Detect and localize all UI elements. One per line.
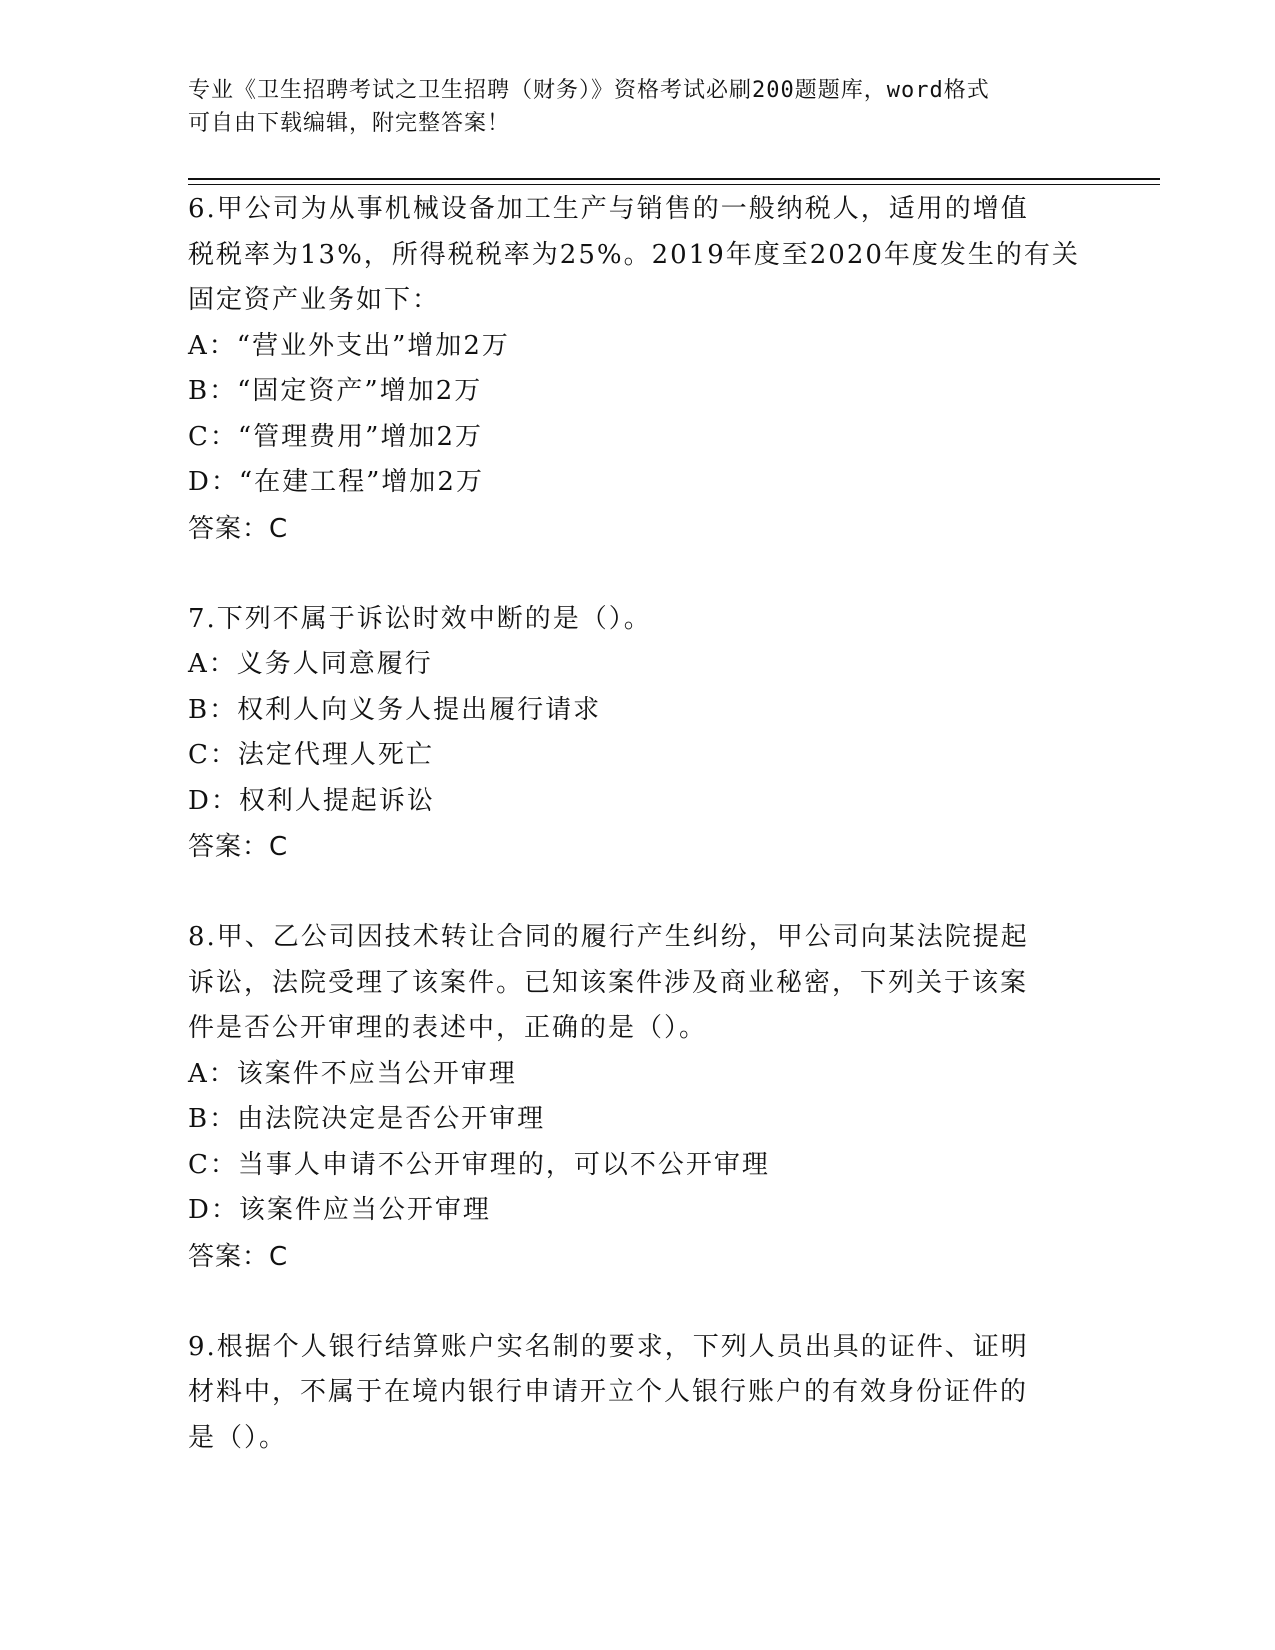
option-d: D：权利人提起诉讼 [188,785,435,816]
question-6 [188,187,1088,553]
option-c: C：法定代理人死亡 [188,740,434,770]
question-stem-line: 税税率为13%，所得税税率为25%。2019年度至2020年度发生的有关 [188,239,1080,270]
header-divider-thick [188,178,1160,180]
option-d: D：“在建工程”增加2万 [188,467,484,497]
question-stem-line: 固定资产业务如下： [188,285,441,315]
question-stem-line: 6.甲公司为从事机械设备加工生产与销售的一般纳税人，适用的增值 [188,194,1029,224]
question-stem-line: 材料中，不属于在境内银行申请开立个人银行账户的有效身份证件的 [188,1377,1029,1407]
answer-line: 答案：C [188,1241,289,1272]
question-stem-line: 9.根据个人银行结算账户实名制的要求，下列人员出具的证件、证明 [188,1331,1029,1362]
header-line: 可自由下载编辑，附完整答案！ [188,111,511,136]
question-stem-line: 8.甲、乙公司因技术转让合同的履行产生纠纷，甲公司向某法院提起 [188,922,1029,952]
question-stem-line: 件是否公开审理的表述中，正确的是（）。 [188,1013,708,1043]
option-a: A：“营业外支出”增加2万 [188,330,510,361]
question-stem-line: 诉讼，法院受理了该案件。已知该案件涉及商业秘密，下列关于该案 [188,967,1029,998]
question-list [188,187,1088,1505]
option-b: B：“固定资产”增加2万 [188,376,483,406]
question-stem-line: 是（）。 [188,1422,288,1453]
option-c: C：“管理费用”增加2万 [188,421,484,452]
header-divider-thin [188,184,1160,185]
header-line: 专业《卫生招聘考试之卫生招聘（财务）》资格考试必刷200题题库，word格式 [188,78,990,103]
option-a: A：义务人同意履行 [188,649,433,679]
answer-line: 答案：C [188,513,289,544]
question-9 [188,1325,1088,1462]
option-b: B：由法院决定是否公开审理 [188,1104,546,1134]
answer-line: 答案：C [188,832,289,862]
option-d: D：该案件应当公开审理 [188,1195,491,1225]
option-b: B：权利人向义务人提出履行请求 [188,694,602,725]
option-c: C：当事人申请不公开审理的，可以不公开审理 [188,1149,770,1180]
question-stem-line: 7.下列不属于诉讼时效中断的是（）。 [188,603,652,634]
question-8 [188,915,1088,1281]
document-header [188,74,1068,140]
question-7 [188,597,1088,872]
option-a: A：该案件不应当公开审理 [188,1058,517,1089]
